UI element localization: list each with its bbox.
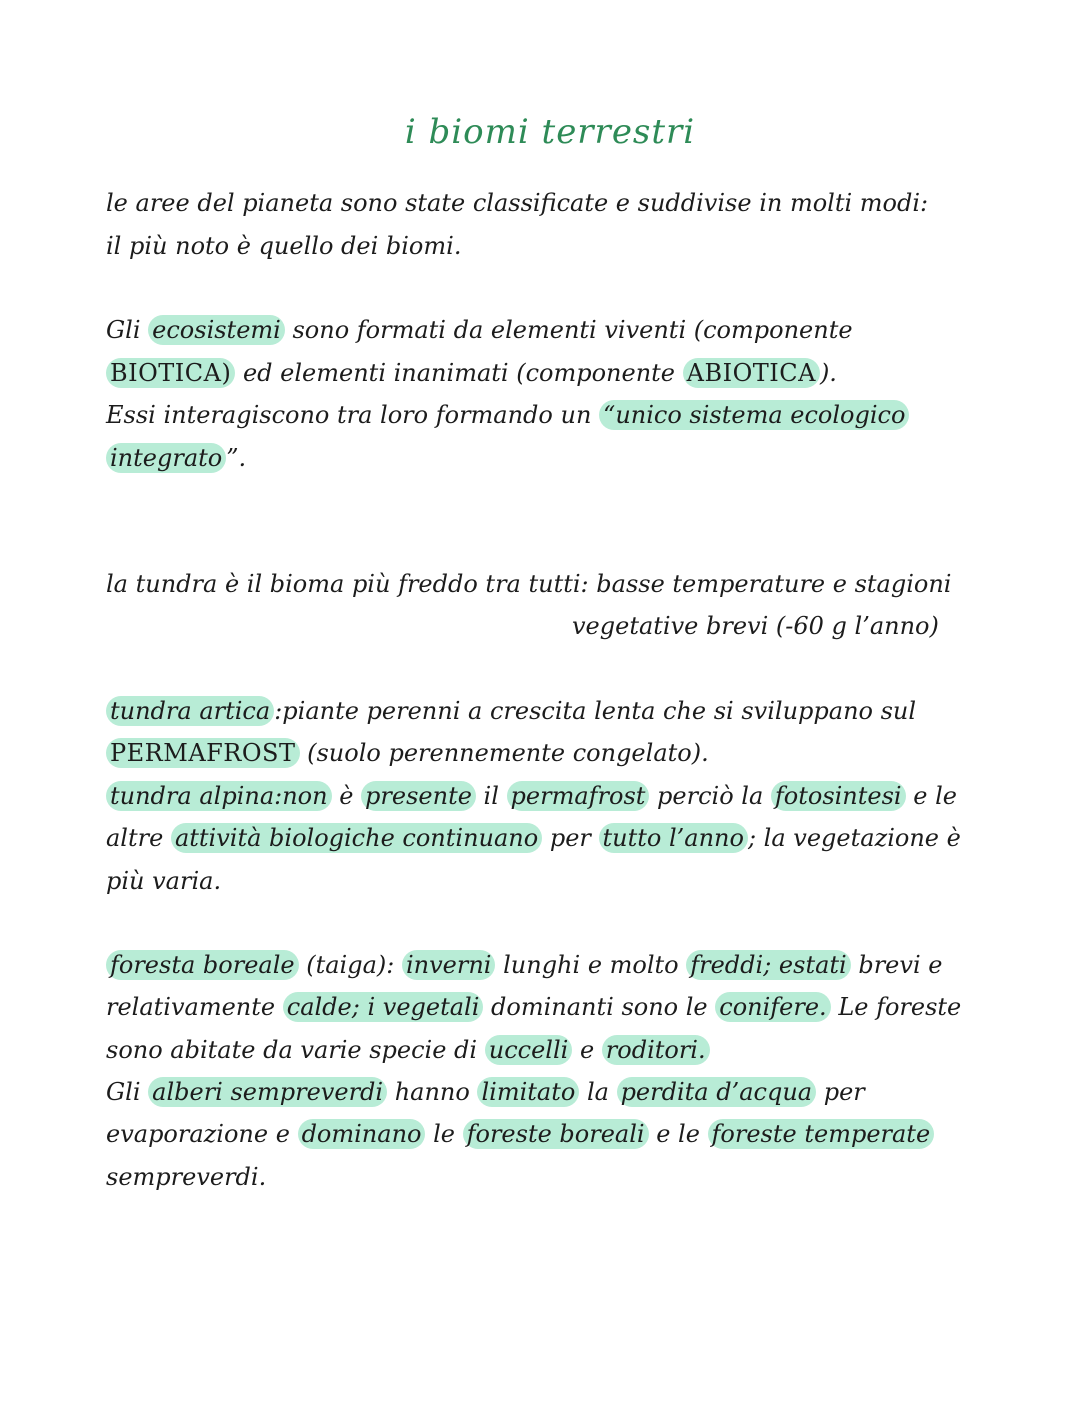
highlight-biotica: BIOTICA) — [106, 358, 235, 388]
foresta-line-2 — [106, 990, 961, 1024]
highlight-attivita-biologiche: attività biologiche continuano — [171, 823, 542, 853]
foresta-line-5 — [106, 1117, 934, 1151]
ecosistemi-line-4 — [106, 441, 246, 475]
highlight-integrato: integrato — [106, 443, 226, 473]
text: brevi e — [850, 951, 943, 979]
highlight-perdita-acqua: perdita d’acqua — [617, 1077, 817, 1107]
highlight-alberi-sempreverdi: alberi sempreverdi — [148, 1077, 387, 1107]
text: ”. — [226, 444, 247, 472]
page-title: i biomi terrestri — [404, 112, 696, 152]
tundra-intro-line-1: la tundra è il bioma più freddo tra tutti: basse temperature e stagioni — [106, 570, 952, 598]
highlight-freddi-estati: freddi; estati — [686, 950, 850, 980]
highlight-foreste-temperate: foreste temperate — [708, 1119, 935, 1149]
text: relativamente — [106, 993, 283, 1021]
text: le — [425, 1120, 463, 1148]
intro-line-1: le aree del pianeta sono state classificate e suddivise in molti modi: — [106, 189, 929, 217]
foresta-line-4 — [106, 1075, 865, 1109]
text: sono abitate da varie specie di — [106, 1036, 485, 1064]
text: Essi interagiscono tra loro formando un — [106, 401, 600, 429]
text: lunghi e molto — [495, 951, 687, 979]
text: dominanti sono le — [483, 993, 716, 1021]
highlight-calde-vegetali: calde; i vegetali — [283, 992, 484, 1022]
tundra-line-3 — [106, 779, 957, 813]
highlight-unico-sistema: “unico sistema ecologico — [599, 400, 909, 430]
text: ). — [819, 359, 837, 387]
text: altre — [106, 824, 171, 852]
text: Le foreste — [830, 993, 962, 1021]
text: ; la vegetazione è — [747, 824, 961, 852]
text: Gli — [106, 316, 149, 344]
foresta-line-6: sempreverdi. — [106, 1163, 267, 1191]
text: è — [331, 782, 362, 810]
text: :piante perenni a crescita lenta che si sviluppano sul — [274, 697, 917, 725]
highlight-ecosistemi: ecosistemi — [148, 315, 285, 345]
highlight-fotosintesi: fotosintesi — [771, 781, 906, 811]
highlight-inverni: inverni — [402, 950, 496, 980]
ecosistemi-line-2 — [106, 356, 837, 390]
text: e — [572, 1036, 602, 1064]
text: (suolo perennemente congelato). — [299, 739, 709, 767]
tundra-line-5: più varia. — [106, 867, 222, 895]
tundra-line-4 — [106, 821, 961, 855]
foresta-line-3 — [106, 1033, 710, 1067]
ecosistemi-line-3 — [106, 398, 909, 432]
highlight-limitato: limitato — [477, 1077, 579, 1107]
highlight-roditori: roditori. — [602, 1035, 710, 1065]
tundra-intro-line-2: vegetative brevi (-60 g l’anno) — [572, 612, 939, 640]
highlight-foresta-boreale: foresta boreale — [106, 950, 299, 980]
text: hanno — [387, 1078, 478, 1106]
text: Gli — [106, 1078, 149, 1106]
highlight-dominano: dominano — [298, 1119, 426, 1149]
tundra-line-2 — [106, 736, 709, 770]
highlight-foreste-boreali: foreste boreali — [463, 1119, 649, 1149]
highlight-conifere: conifere. — [715, 992, 830, 1022]
highlight-permafrost-2: permafrost — [507, 781, 650, 811]
highlight-tutto-anno: tutto l’anno — [599, 823, 748, 853]
highlight-presente: presente — [361, 781, 476, 811]
text: (taiga): — [298, 951, 402, 979]
text: perciò la — [649, 782, 771, 810]
text: per — [542, 824, 599, 852]
text: la — [579, 1078, 617, 1106]
highlight-uccelli: uccelli — [485, 1035, 573, 1065]
text: evaporazione e — [106, 1120, 298, 1148]
text: e le — [648, 1120, 708, 1148]
tundra-line-1 — [106, 694, 916, 728]
ecosistemi-line-1 — [106, 313, 853, 347]
highlight-tundra-alpina: tundra alpina:non — [106, 781, 332, 811]
highlight-tundra-artica: tundra artica — [106, 696, 274, 726]
text: ed elementi inanimati (componente — [235, 359, 683, 387]
foresta-line-1 — [106, 948, 942, 982]
highlight-permafrost: PERMAFROST — [106, 738, 300, 768]
text: sono formati da elementi viventi (componente — [284, 316, 853, 344]
intro-line-2: il più noto è quello dei biomi. — [106, 232, 462, 260]
text: il — [475, 782, 507, 810]
text: per — [816, 1078, 865, 1106]
highlight-abiotica: ABIOTICA — [683, 358, 820, 388]
text: e le — [905, 782, 957, 810]
